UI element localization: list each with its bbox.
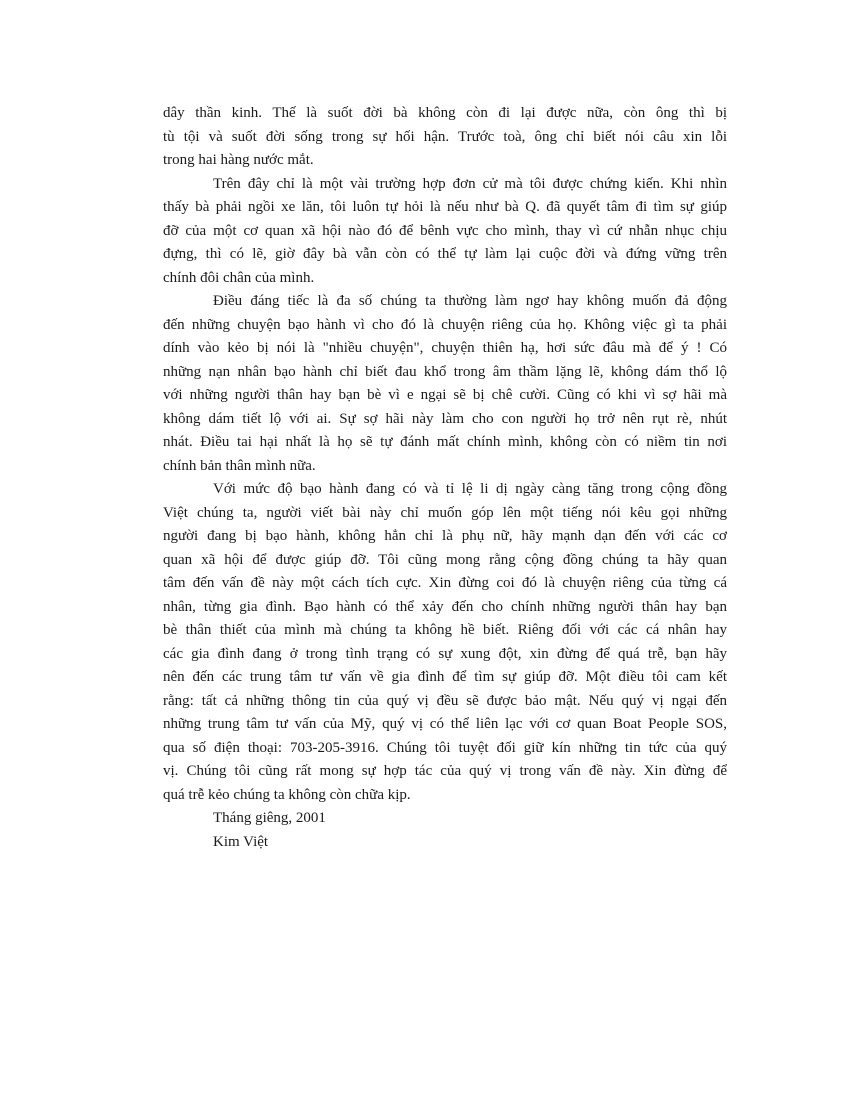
text-line: vị. Chúng tôi cũng rất mong sự hợp tác của quý vị trong vấn đề này. Xin đừng để [163, 763, 727, 779]
text-line: tù tội và suốt đời sống trong sự hối hận. Trước toà, ông chỉ biết nói câu xin lỗi [163, 128, 727, 145]
text-line: quan xã hội để được giúp đỡ. Tôi cũng mong rằng cộng đồng chúng ta hãy quan [163, 551, 727, 568]
text-line: với những người thân hay bạn bè vì e ngại sẽ bị chê cười. Cũng có khi vì sợ hãi mà [163, 387, 727, 403]
text-line: nhân, từng gia đình. Bạo hành có thể xảy đến cho chính những người thân hay bạn [163, 598, 727, 615]
text-line: đựng, thì có lẽ, giờ đây bà vẫn còn có thể tự làm lại cuộc đời và đứng vững trên [163, 246, 727, 262]
text-line: những nạn nhân bạo hành chỉ biết đau khổ trong âm thầm lặng lẽ, không dám thổ lộ [163, 363, 727, 380]
text-line: Với mức độ bạo hành đang có và tỉ lệ li dị ngày càng tăng trong cộng đồng [213, 481, 727, 497]
article-body [163, 102, 727, 854]
text-line: người đang bị bạo hành, không hẳn chỉ là phụ nữ, hãy mạnh dạn đến với các cơ [163, 528, 727, 544]
text-line: nhát. Điều tai hại nhất là họ sẽ tự đánh mất chính mình, không còn có niềm tin nơi [163, 434, 727, 450]
text-line: rằng: tất cả những thông tin của quý vị đều sẽ được bảo mật. Nếu quý vị ngại đến [163, 692, 727, 709]
text-line: Trên đây chỉ là một vài trường hợp đơn cử mà tôi được chứng kiến. Khi nhìn [213, 175, 727, 192]
text-line: chính bản thân mình nữa. [163, 457, 316, 474]
text-line: dính vào kẻo bị nói là "nhiều chuyện", chuyện thiên hạ, hơi sức đâu mà để ý ! Có [163, 340, 727, 356]
text-line: trong hai hàng nước mắt. [163, 152, 314, 168]
text-line: nên đến các trung tâm tư vấn về gia đình để tìm sự giúp đỡ. Một điều tôi cam kết [163, 669, 727, 685]
text-line: đỡ của một cơ quan xã hội nào đó để bênh vực cho mình, thay vì cứ nhẫn nhục chịu [163, 222, 727, 239]
text-line: các gia đình đang ở trong tình trạng có sự xung đột, xin đừng để quá trễ, bạn hãy [163, 645, 727, 662]
text-line: những trung tâm tư vấn của Mỹ, quý vị có thể liên lạc với cơ quan Boat People SOS, [163, 716, 727, 732]
text-line: tâm đến vấn đề này một cách tích cực. Xin đừng coi đó là chuyện riêng của từng cá [163, 575, 727, 591]
signoff-author: Kim Việt [213, 833, 269, 850]
signoff-date: Tháng giêng, 2001 [213, 810, 326, 826]
text-line: dây thần kinh. Thế là suốt đời bà không còn đi lại được nữa, còn ông thì bị [163, 105, 727, 121]
text-line: chính đôi chân của mình. [163, 269, 315, 286]
text-line: Điều đáng tiếc là đa số chúng ta thường làm ngơ hay không muốn đả động [213, 293, 727, 309]
text-line: không dám tiết lộ với ai. Sự sợ hãi này làm cho con người họ trở nên rụt rè, nhút [163, 410, 727, 427]
text-line: qua số điện thoại: 703-205-3916. Chúng tôi tuyệt đối giữ kín những tin tức của quý [163, 739, 727, 756]
text-line: đến những chuyện bạo hành vì cho đó là chuyện riêng của họ. Không việc gì ta phải [163, 316, 727, 333]
text-line: quá trễ kẻo chúng ta không còn chữa kịp. [163, 786, 411, 803]
text-line: thấy bà phải ngồi xe lăn, tôi luôn tự hỏi là nếu như bà Q. đã quyết tâm đi tìm sự giúp [163, 199, 727, 215]
text-line: bè thân thiết của mình mà chúng ta không hề biết. Riêng đối với các cá nhân hay [163, 622, 727, 638]
text-line: Việt chúng ta, người viết bài này chỉ muốn góp lên một tiếng nói kêu gọi những [163, 504, 727, 521]
